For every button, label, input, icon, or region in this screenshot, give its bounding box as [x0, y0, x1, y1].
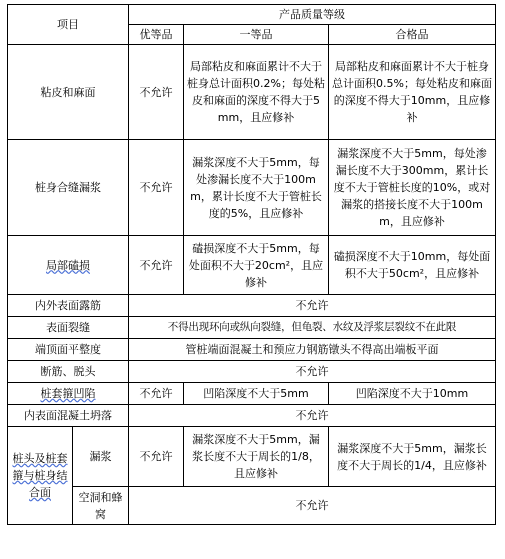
row-label-seam: 桩身合缝漏浆: [8, 140, 129, 236]
flatness-value: 管桩端面混凝土和预应力钢筋镦头不得高出端板平面: [129, 339, 496, 361]
header-quality-grade: 产品质量等级: [129, 5, 496, 25]
collapse-value: 不允许: [129, 405, 496, 427]
skin-excellent: 不允许: [129, 45, 184, 140]
broken-value: 不允许: [129, 361, 496, 383]
row-label-flatness: 端顶面平整度: [8, 339, 129, 361]
row-label-rebar: 内外表面露筋: [8, 295, 129, 317]
crack-value: 不得出现环向或纵向裂缝，但龟裂、水纹及浮浆层裂纹不在此限: [129, 317, 496, 339]
bump-qualified: 磕损深度不大于10mm，每处面积不大于50cm²，且应修补: [329, 236, 496, 295]
bump-first: 磕损深度不大于5mm，每处面积不大于20cm²，且应修补: [184, 236, 329, 295]
quality-grade-table: [7, 4, 496, 525]
hoop-dent-qualified: 凹陷深度不大于10mm: [329, 383, 496, 405]
bump-excellent: 不允许: [129, 236, 184, 295]
seam-first: 漏浆深度不大于5mm，每处渗漏长度不大于100mm，累计长度不大于管桩长度的5%，且应修补: [184, 140, 329, 236]
joint-leak-label: 漏浆: [73, 427, 129, 487]
joint-honeycomb-label: 空洞和蜂窝: [73, 487, 129, 525]
row-label-hoop-dent: [8, 383, 129, 405]
skin-first: 局部粘皮和麻面累计不大于桩身总计面积0.2%；每处粘皮和麻面的深度不得大于5mm，且应修补: [184, 45, 329, 140]
row-label-skin: 粘皮和麻面: [8, 45, 129, 140]
seam-excellent: 不允许: [129, 140, 184, 236]
joint-leak-first: 漏浆深度不大于5mm，漏浆长度不大于周长的1/8，且应修补: [184, 427, 329, 487]
row-label-joint: [8, 427, 73, 525]
skin-qualified: 局部粘皮和麻面累计不大于桩身总计面积0.5%；每处粘皮和麻面的深度不得大于10mm，且应修补: [329, 45, 496, 140]
row-label-collapse: 内表面混凝土坍落: [8, 405, 129, 427]
header-item: 项目: [8, 5, 129, 45]
header-excellent: 优等品: [129, 25, 184, 45]
hoop-dent-label-text: 桩套箍凹陷: [40, 387, 96, 400]
joint-label-text: 桩头及桩套箍与桩身结合面: [12, 452, 68, 499]
joint-honeycomb-value: 不允许: [129, 487, 496, 525]
bump-label-text: 局部磕损: [46, 258, 90, 272]
joint-leak-qualified: 漏浆深度不大于5mm，漏浆长度不大于周长的1/4，且应修补: [329, 427, 496, 487]
hoop-dent-first: 凹陷深度不大于5mm: [184, 383, 329, 405]
hoop-dent-excellent: 不允许: [129, 383, 184, 405]
rebar-value: 不允许: [129, 295, 496, 317]
seam-qualified: 漏浆深度不大于5mm，每处渗漏长度不大于300mm，累计长度不大于管桩长度的10%，或对漏浆的搭接长度不大于100mm，且应修补: [329, 140, 496, 236]
header-qualified: 合格品: [329, 25, 496, 45]
row-label-bump: [8, 236, 129, 295]
row-label-broken: 断筋、脱头: [8, 361, 129, 383]
header-first-class: 一等品: [184, 25, 329, 45]
joint-leak-excellent: 不允许: [129, 427, 184, 487]
row-label-crack: 表面裂缝: [8, 317, 129, 339]
